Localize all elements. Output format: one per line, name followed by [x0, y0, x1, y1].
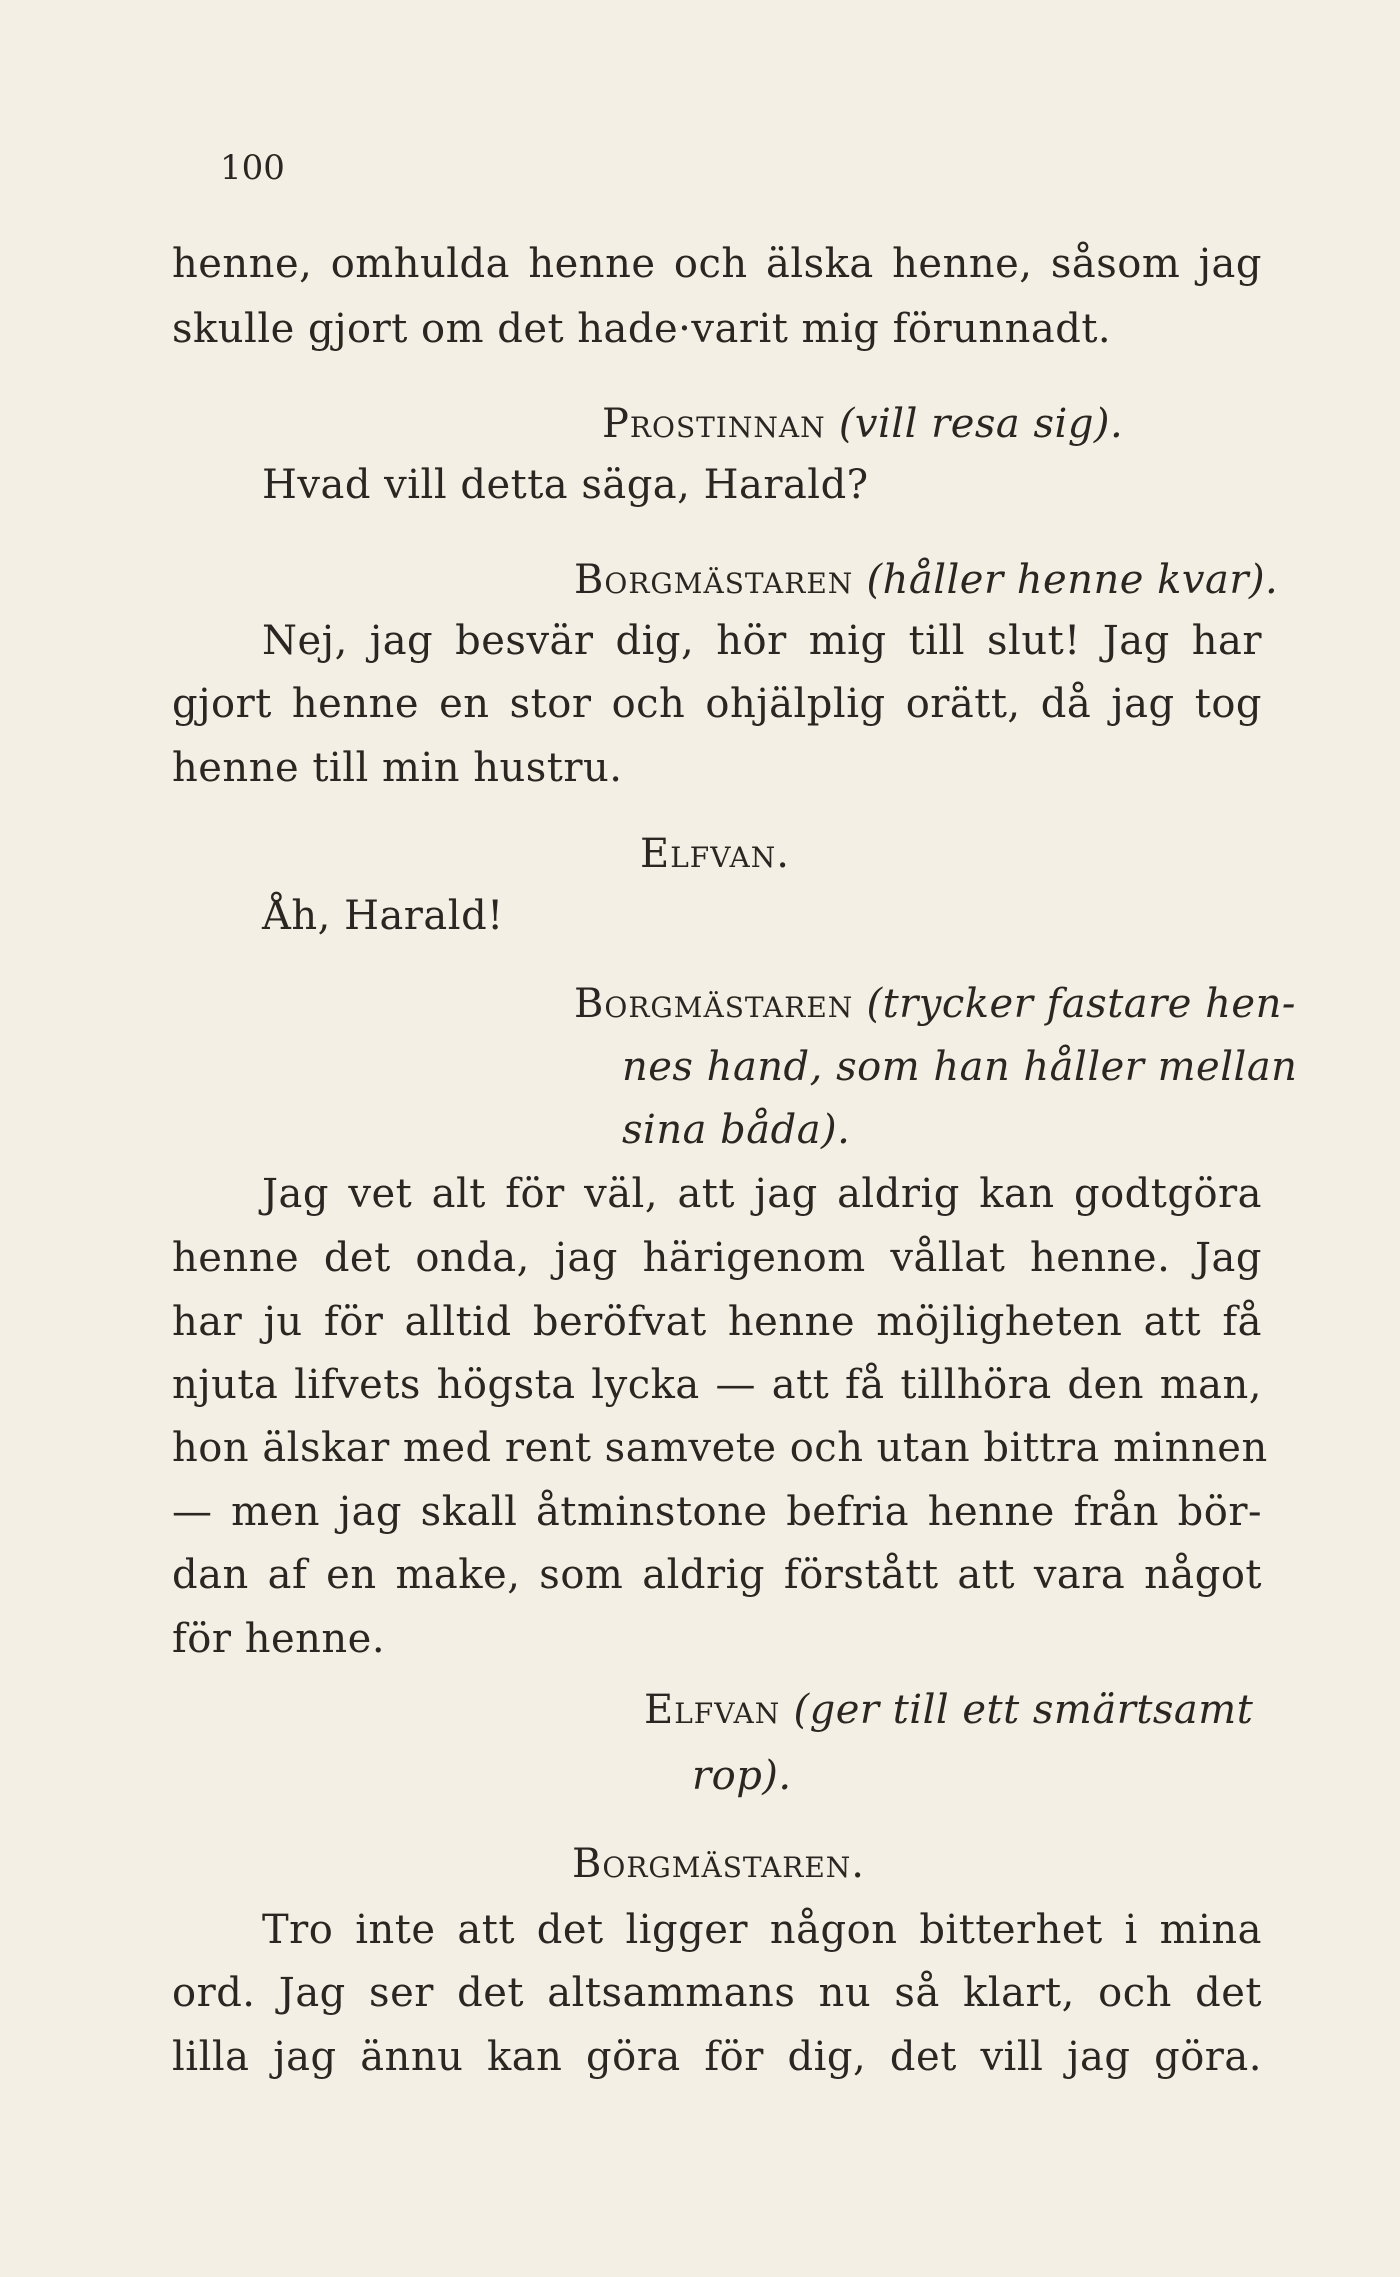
speaker-name: Elfvan. — [640, 831, 790, 877]
speaker-line — [644, 1686, 1262, 1734]
text-line: för henne. — [172, 1616, 386, 1662]
stage-direction: (vill resa sig). — [838, 401, 1124, 447]
stage-direction: (trycker fastare hen- — [866, 981, 1296, 1027]
speaker-name: Borgmästaren. — [572, 1841, 865, 1887]
stage-direction: (håller henne kvar). — [866, 557, 1279, 603]
text-line: hon älskar med rent samvete och utan bittra minnen — [172, 1425, 1268, 1471]
page-number: 100 — [220, 148, 285, 188]
text-line: har ju för alltid beröfvat henne möjligheten att få — [172, 1299, 1262, 1345]
stage-direction: nes hand, som han håller mellan — [622, 1044, 1298, 1090]
speaker-line — [574, 980, 1296, 1028]
text-line: Hvad vill detta säga, Harald? — [262, 462, 869, 508]
stage-direction: sina båda). — [622, 1107, 851, 1153]
stage-direction: rop). — [692, 1753, 792, 1799]
text-line: Tro inte att det ligger någon bitterhet i mina — [262, 1907, 1262, 1953]
text-line: Åh, Harald! — [262, 893, 504, 939]
text-line: Jag vet alt för väl, att jag aldrig kan godtgöra — [262, 1171, 1262, 1217]
text-line: gjort henne en stor och ohjälplig orätt, då jag tog — [172, 681, 1262, 727]
speaker-line — [602, 400, 1262, 448]
text-line: dan af en make, som aldrig förstått att vara något — [172, 1552, 1262, 1598]
speaker-name: Borgmästaren — [574, 557, 854, 603]
text-line: lilla jag ännu kan göra för dig, det vill jag göra. — [172, 2034, 1262, 2080]
text-line: njuta lifvets högsta lycka — att få tillhöra den man, — [172, 1362, 1262, 1408]
text-line: skulle gjort om det hade·varit mig förunnadt. — [172, 306, 1112, 352]
stage-direction: (ger till ett smärtsamt — [793, 1687, 1254, 1733]
speaker-name: Elfvan — [644, 1687, 781, 1733]
speaker-name: Prostinnan — [602, 401, 826, 447]
speaker-name: Borgmästaren — [574, 981, 854, 1027]
text-line: — men jag skall åtminstone befria henne från bör- — [172, 1489, 1262, 1535]
text-line: henne det onda, jag härigenom vållat henne. Jag — [172, 1235, 1262, 1281]
text-line: Nej, jag besvär dig, hör mig till slut! Jag har — [262, 618, 1262, 664]
text-line: ord. Jag ser det altsammans nu så klart, och det — [172, 1970, 1262, 2016]
text-line: henne, omhulda henne och älska henne, såsom jag — [172, 241, 1262, 287]
text-line: henne till min hustru. — [172, 745, 623, 791]
speaker-line — [574, 556, 1279, 604]
